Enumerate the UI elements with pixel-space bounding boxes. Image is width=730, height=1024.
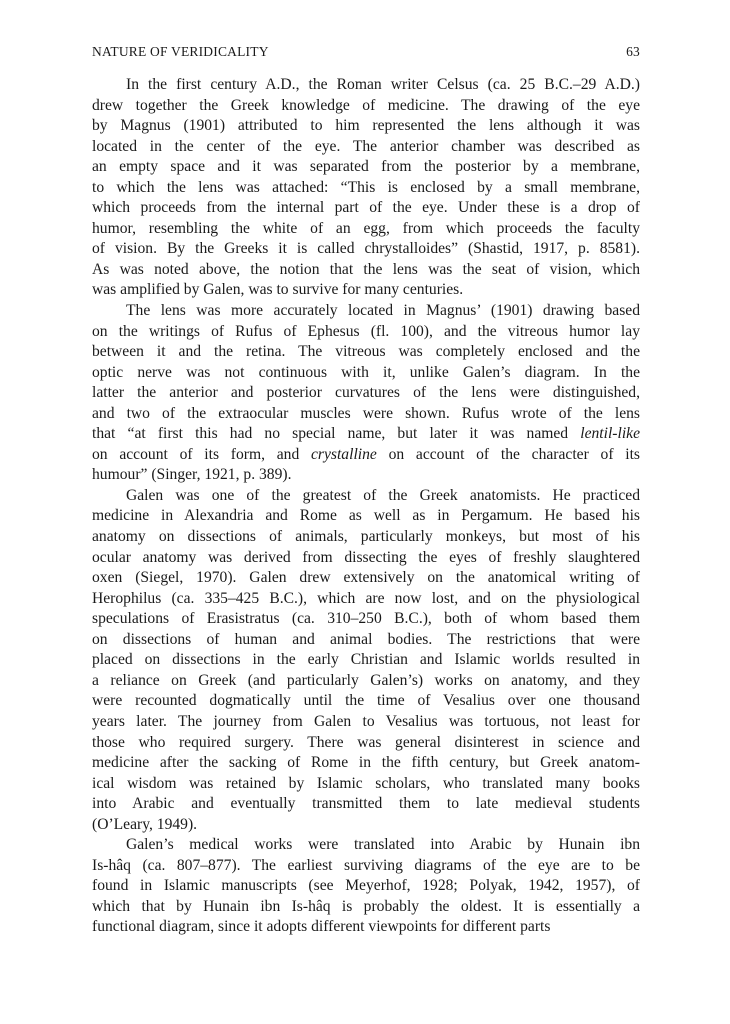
text-line: (O’Leary, 1949).: [92, 815, 198, 833]
text-line: latter the anterior and posterior curvatures of the lens were distinguished,: [92, 384, 640, 402]
text-line: [92, 445, 640, 466]
italic-term: crystalline: [311, 445, 377, 463]
text-line: ical wisdom was retained by Islamic scholars, who translated many books: [92, 774, 640, 792]
text-line: oxen (Siegel, 1970). Galen drew extensively on the anatomical writing of: [92, 569, 640, 587]
text-line: humour” (Singer, 1921, p. 389).: [92, 466, 292, 484]
text-line: optic nerve was not continuous with it, unlike Galen’s diagram. In the: [92, 363, 640, 381]
text-line: to which the lens was attached: “This is enclosed by a small membrane,: [92, 178, 640, 196]
text-run: on account of the character of its: [376, 445, 640, 463]
text-line: on dissections of human and animal bodies. The restrictions that were: [92, 630, 640, 648]
italic-term: lentil-like: [580, 425, 640, 443]
paragraph: [92, 486, 640, 835]
text-line: medicine in Alexandria and Rome as well as in Pergamum. He based his: [92, 507, 640, 525]
text-line: medicine after the sacking of Rome in the fifth century, but Greek anatom-: [92, 754, 640, 772]
text-line: ocular anatomy was derived from dissecting the eyes of freshly slaughtered: [92, 548, 640, 566]
text-line: The lens was more accurately located in Magnus’ (1901) drawing based: [126, 302, 640, 320]
text-run: that “at first this had no special name, but later it was named: [92, 425, 581, 443]
text-line: which that by Hunain ibn Is-hâq is probably the oldest. It is essentially a: [92, 897, 640, 915]
text-line: humor, resembling the white of an egg, from which proceeds the faculty: [92, 219, 640, 237]
text-line: which proceeds from the internal part of the eye. Under these is a drop of: [92, 199, 640, 217]
text-line: [92, 424, 640, 445]
text-line: Is-hâq (ca. 807–877). The earliest surviving diagrams of the eye are to be: [92, 856, 640, 874]
text-line: years later. The journey from Galen to Vesalius was tortuous, not least for: [92, 712, 640, 730]
text-line: by Magnus (1901) attributed to him represented the lens although it was: [92, 117, 640, 135]
body-text: [92, 75, 640, 938]
text-line: drew together the Greek knowledge of medicine. The drawing of the eye: [92, 96, 640, 114]
text-line: on the writings of Rufus of Ephesus (fl. 100), and the vitreous humor lay: [92, 322, 640, 340]
book-page: [92, 44, 640, 938]
text-line: was amplified by Galen, was to survive for many centuries.: [92, 281, 464, 299]
running-title: NATURE OF VERIDICALITY: [92, 44, 269, 59]
text-line: Galen was one of the greatest of the Greek anatomists. He practiced: [126, 486, 640, 504]
text-line: a reliance on Greek (and particularly Galen’s) works on anatomy, and they: [92, 671, 640, 689]
running-head: [92, 44, 640, 60]
paragraph: [92, 301, 640, 486]
text-line: of vision. By the Greeks it is called chrystalloides” (Shastid, 1917, p. 8581).: [92, 240, 640, 258]
paragraph: [92, 835, 640, 938]
text-line: As was noted above, the notion that the lens was the seat of vision, which: [92, 260, 640, 278]
text-line: were recounted dogmatically until the time of Vesalius over one thousand: [92, 692, 640, 710]
text-line: placed on dissections in the early Christian and Islamic worlds resulted in: [92, 651, 640, 669]
text-line: located in the center of the eye. The anterior chamber was described as: [92, 137, 640, 155]
text-line: functional diagram, since it adopts different viewpoints for different parts: [92, 918, 551, 936]
text-run: on account of its form, and: [92, 445, 311, 463]
text-line: those who required surgery. There was general disinterest in science and: [92, 733, 640, 751]
text-line: In the first century A.D., the Roman writer Celsus (ca. 25 B.C.–29 A.D.): [126, 76, 640, 93]
text-line: Herophilus (ca. 335–425 B.C.), which are now lost, and on the physiological: [92, 589, 640, 607]
text-line: Galen’s medical works were translated into Arabic by Hunain ibn: [126, 836, 640, 854]
paragraph: [92, 75, 640, 301]
text-line: into Arabic and eventually transmitted them to late medieval students: [92, 795, 640, 813]
page-number: 63: [626, 44, 640, 59]
text-line: speculations of Erasistratus (ca. 310–250 B.C.), both of whom based them: [92, 610, 640, 628]
text-line: between it and the retina. The vitreous was completely enclosed and the: [92, 343, 640, 361]
text-line: found in Islamic manuscripts (see Meyerhof, 1928; Polyak, 1942, 1957), of: [92, 877, 640, 895]
text-line: and two of the extraocular muscles were shown. Rufus wrote of the lens: [92, 404, 640, 422]
text-line: anatomy on dissections of animals, particularly monkeys, but most of his: [92, 528, 640, 546]
text-line: an empty space and it was separated from the posterior by a membrane,: [92, 158, 640, 176]
